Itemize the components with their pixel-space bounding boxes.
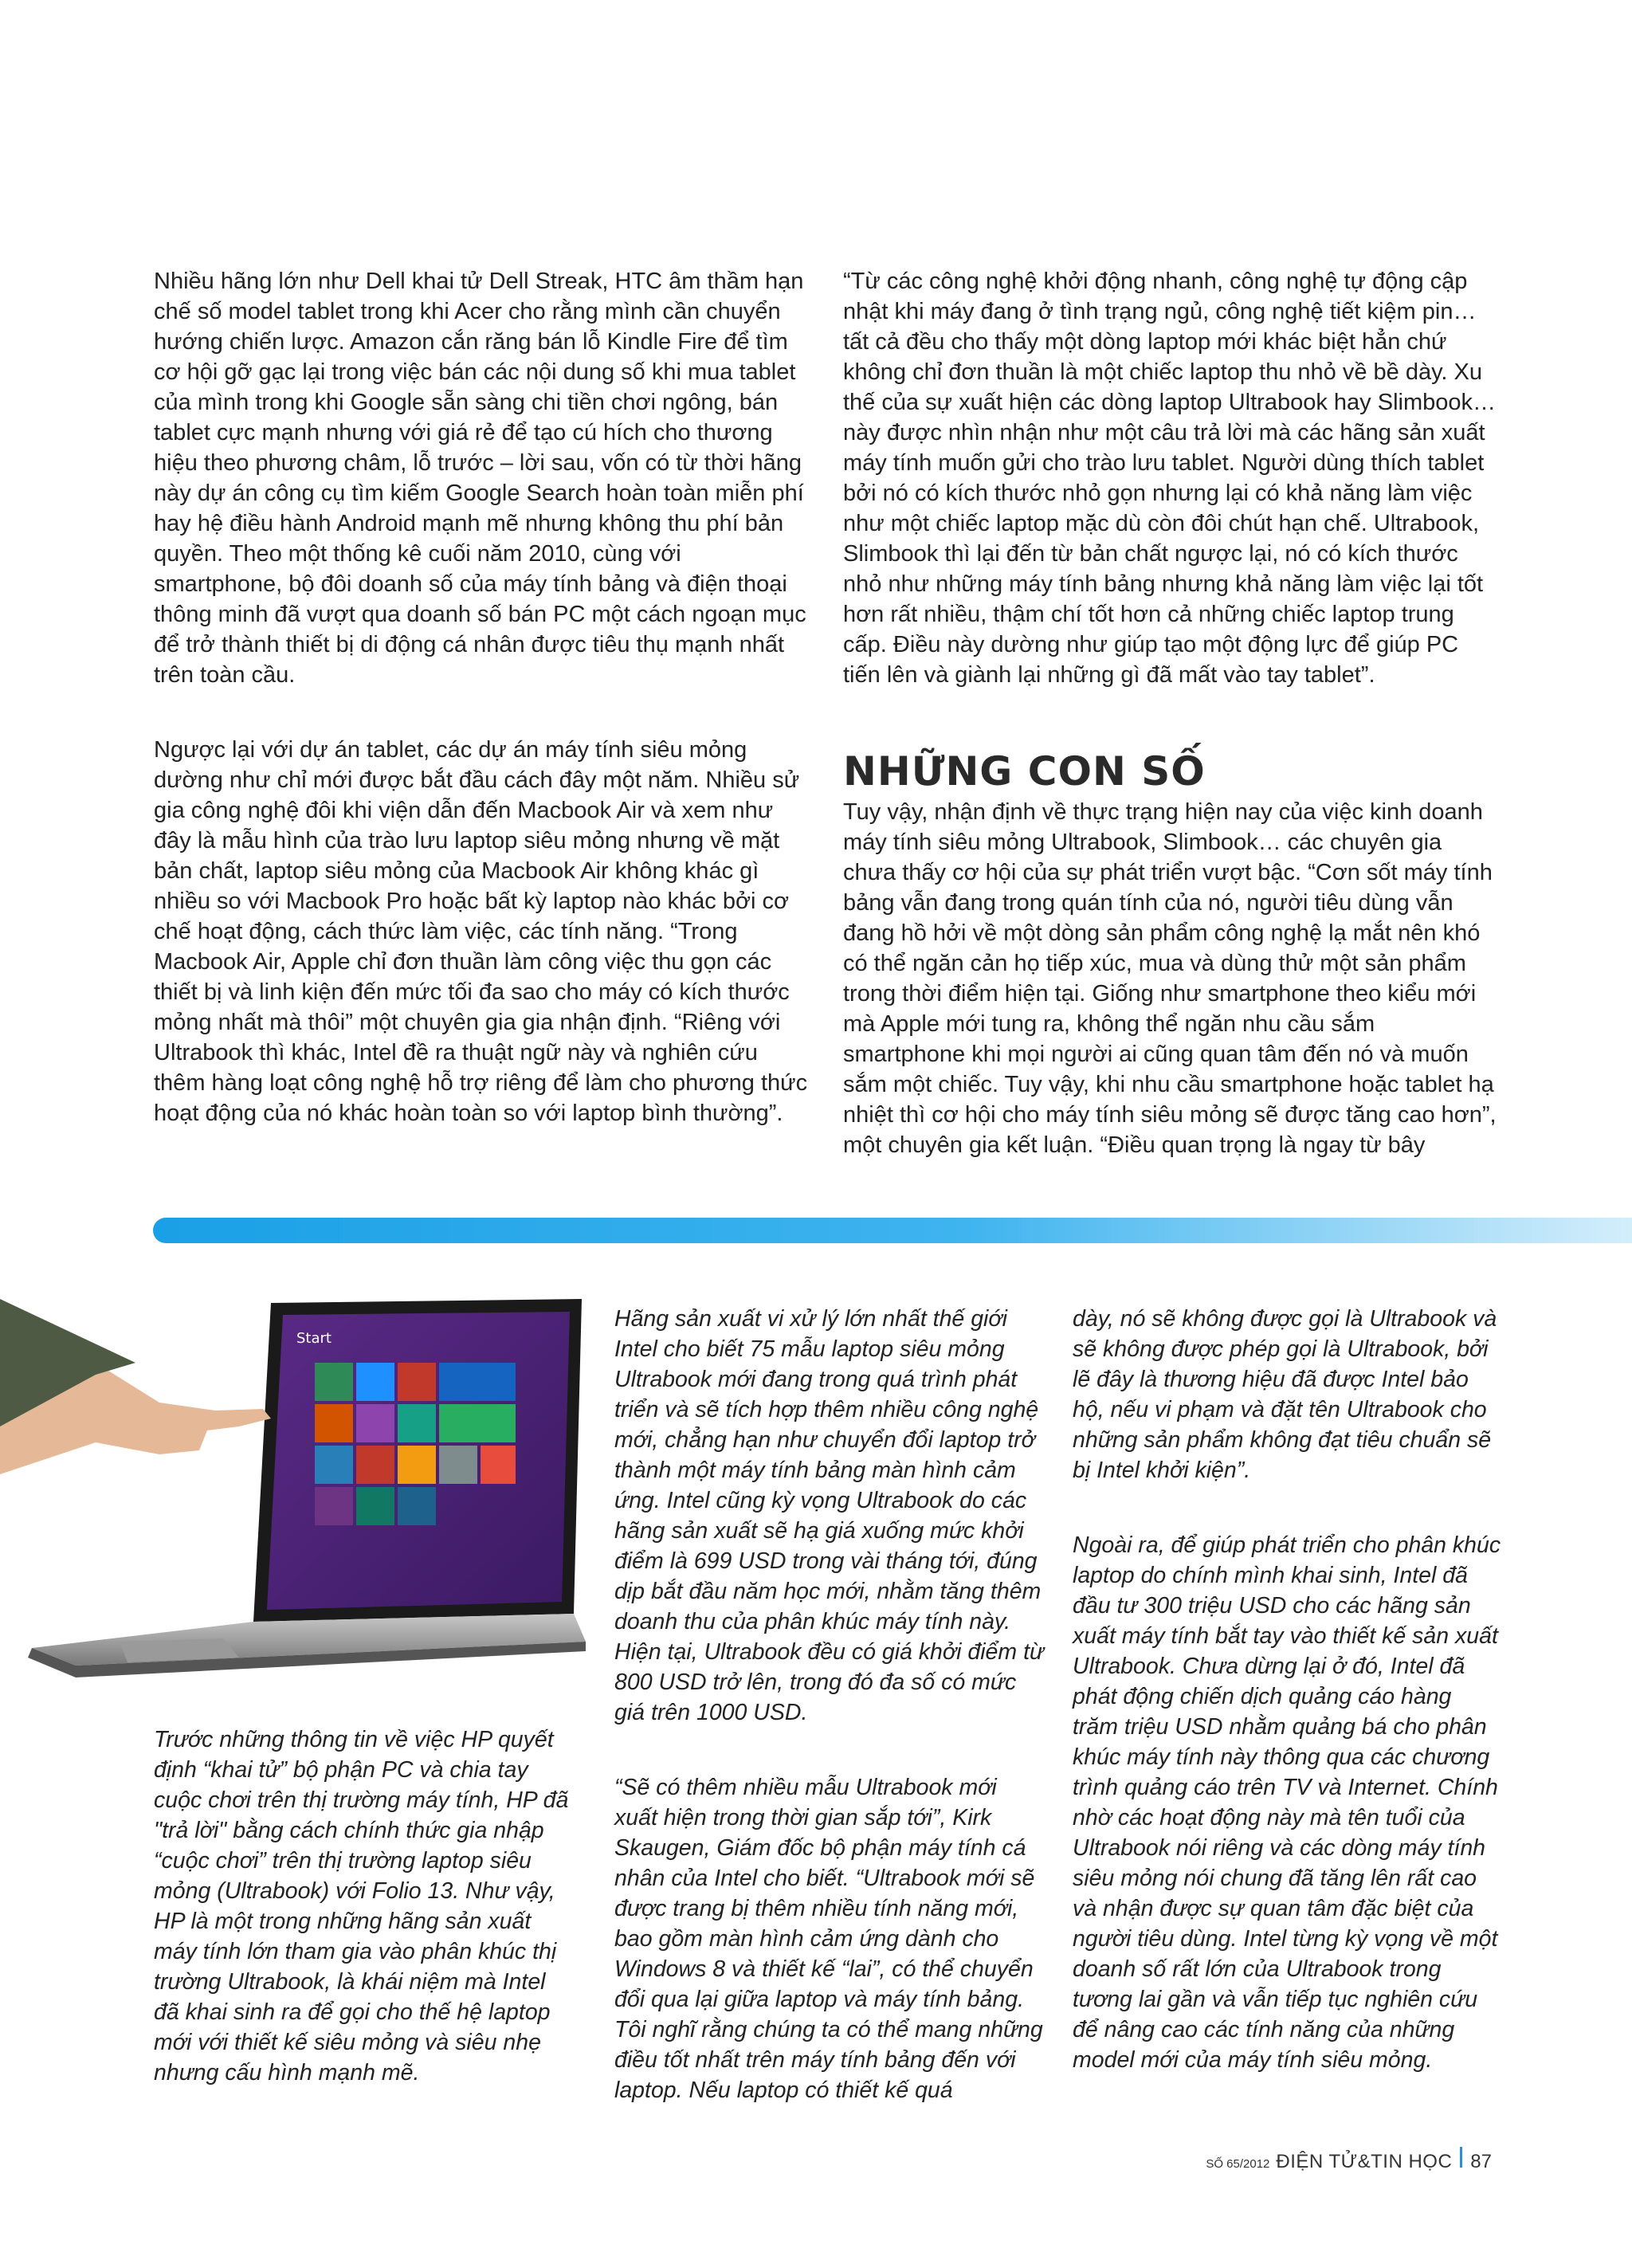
page-footer [1206, 2147, 1492, 2173]
section-heading: NHỮNG CON SỐ [843, 748, 1206, 795]
body-paragraph: Ngược lại với dự án tablet, các dự án máy tính siêu mỏng dường như chỉ mới được bắt đầu cách đây một năm. Nhiều sử gia công nghệ đôi khi viện dẫn đến Macbook Air và xem như đây là mẫu hình của trào lưu laptop siêu mỏng nhưng về mặt bản chất, laptop siêu mỏng của Macbook Air không khác gì nhiều so với Macbook Pro hoặc bất kỳ laptop nào khác bởi cơ chế hoạt động, cách thức làm việc, các tính năng. “Trong Macbook Air, Apple chỉ đơn thuần làm công việc thu gọn các thiết bị và linh kiện đến mức tối đa sao cho máy có kích thước mỏng nhất mà thôi” một chuyên gia gia nhận định. “Riêng với Ultrabook thì khác, Intel đề ra thuật ngữ này và nghiên cứu thêm hàng loạt công nghệ hỗ trợ riêng để làm cho phương thức hoạt động của nó khác hoàn toàn so với laptop bình thường”. [154, 737, 808, 1126]
sidebar-paragraph: “Sẽ có thêm nhiều mẫu Ultrabook mới xuất hiện trong thời gian sắp tới”, Kirk Skaugen, Giám đốc bộ phận máy tính cá nhân của Intel cho biết. “Ultrabook mới sẽ được trang bị thêm nhiều tính năng mới, bao gồm màn hình cảm ứng dành cho Windows 8 và thiết kế “lai”, có thể chuyển đổi qua lại giữa laptop và máy tính bảng. Tôi nghĩ rằng chúng ta có thể mang những điều tốt nhất trên máy tính bảng đến với laptop. Nếu laptop có thiết kế quá [614, 1775, 1043, 2103]
body-paragraph: Nhiều hãng lớn như Dell khai tử Dell Streak, HTC âm thầm hạn chế số model tablet trong khi Acer cho rằng mình cần chuyển hướng chiến lược. Amazon cắn răng bán lỗ Kindle Fire để tìm cơ hội gỡ gạc lại trong việc bán các nội dung số khi mua tablet của mình trong khi Google sẵn sàng chi tiền chơi ngông, bán tablet cực mạnh nhưng với giá rẻ để tạo cú hích cho thương hiệu theo phương châm, lỗ trước – lời sau, vốn có từ thời hãng này dự án công cụ tìm kiếm Google Search hoàn toàn miễn phí hay hệ điều hành Android mạnh mẽ nhưng không thu phí bản quyền. Theo một thống kê cuối năm 2010, cùng với smartphone, bộ đôi doanh số của máy tính bảng và điện thoại thông minh đã vượt qua doanh số bán PC một cách ngoạn mục để trở thành thiết bị di động cá nhân được tiêu thụ mạnh nhất trên toàn cầu. [154, 269, 806, 688]
sidebar-paragraph: Hãng sản xuất vi xử lý lớn nhất thế giới Intel cho biết 75 mẫu laptop siêu mỏng Ultrabook mới đang trong quá trình phát triển và sẽ tích hợp thêm nhiều công nghệ mới, chẳng hạn như chuyển đổi laptop trở thành một máy tính bảng màn hình cảm ứng. Intel cũng kỳ vọng Ultrabook do các hãng sản xuất sẽ hạ giá xuống mức khởi điểm là 699 USD trong vài tháng tới, đúng dịp bắt đầu năm học mới, nhằm tăng thêm doanh thu của phân khúc máy tính này. Hiện tại, Ultrabook đều có giá khởi điểm từ 800 USD trở lên, trong đó đa số có mức giá trên 1000 USD. [614, 1306, 1045, 1725]
section-divider-bar [153, 1218, 1632, 1243]
body-paragraph: Tuy vậy, nhận định về thực trạng hiện nay của việc kinh doanh máy tính siêu mỏng Ultrabook, Slimbook… các chuyên gia chưa thấy cơ hội của sự phát triển vượt bậc. “Cơn sốt máy tính bảng vẫn đang trong quán tính của nó, người tiêu dùng vẫn đang hồ hởi về một dòng sản phẩm công nghệ lạ mắt nên khó có thể ngăn cản họ tiếp xúc, mua và dùng thử một sản phẩm trong thời điểm hiện tại. Giống như smartphone theo kiểu mới mà Apple mới tung ra, không thể ngăn nhu cầu sắm smartphone khi mọi người ai cũng quan tâm đến nó và muốn sắm một chiếc. Tuy vậy, khi nhu cầu smartphone hoặc tablet hạ nhiệt thì cơ hội cho máy tính siêu mỏng sẽ được tăng cao hơn”, một chuyên gia kết luận. “Điều quan trọng là ngay từ bây [843, 799, 1497, 1158]
laptop-image [0, 1267, 586, 1681]
sidebar-paragraph: dày, nó sẽ không được gọi là Ultrabook và sẽ không được phép gọi là Ultrabook, bởi lẽ đây là thương hiệu đã được Intel bảo hộ, nếu vi phạm và đặt tên Ultrabook cho những sản phẩm không đạt tiêu chuẩn sẽ bị Intel khởi kiện”. [1073, 1306, 1497, 1483]
sidebar-column-middle [614, 1304, 1045, 2105]
screen-start-label: Start [296, 1330, 332, 1347]
issue-number: SỐ 65/2012 [1206, 2157, 1270, 2171]
body-paragraph: “Từ các công nghệ khởi động nhanh, công nghệ tự động cập nhật khi máy đang ở tình trạng ngủ, công nghệ tiết kiệm pin… tất cả đều cho thấy một dòng laptop mới khác biệt hẳn chứ không chỉ đơn thuần là một chiếc laptop thu nhỏ về bề dày. Xu thế của sự xuất hiện các dòng laptop Ultrabook hay Slimbook… này được nhìn nhận như một câu trả lời mà các hãng sản xuất máy tính muốn gửi cho trào lưu tablet. Người dùng thích tablet bởi nó có kích thước nhỏ gọn nhưng lại có khả năng làm việc như một chiếc laptop mặc dù còn đôi chút hạn chế. Ultrabook, Slimbook thì lại đến từ bản chất ngược lại, nó có kích thước nhỏ như những máy tính bảng nhưng khả năng làm việc lại tốt hơn rất nhiều, thậm chí tốt hơn cả những chiếc laptop trung cấp. Điều này dường như giúp tạo một động lực để giúp PC tiến lên và giành lại những gì đã mất vào tay tablet”. [843, 269, 1496, 688]
footer-divider [1460, 2147, 1462, 2168]
page-number: 87 [1470, 2151, 1492, 2172]
article-column-right [843, 266, 1498, 690]
sidebar-column-right [1073, 1304, 1503, 2075]
photo-caption: Trước những thông tin về việc HP quyết định “khai tử” bộ phận PC và chia tay cuộc chơi trên thị trường máy tính, HP đã "trả lời" bằng cách chính thức gia nhập “cuộc chơi” trên thị trường laptop siêu mỏng (Ultrabook) với Folio 13. Như vậy, HP là một trong những hãng sản xuất máy tính lớn tham gia vào phân khúc thị trường Ultrabook, là khái niệm mà Intel đã khai sinh ra để gọi cho thế hệ laptop mới với thiết kế siêu mỏng và siêu nhẹ nhưng cấu hình mạnh mẽ. [154, 1727, 569, 2086]
article-column-left [154, 266, 809, 1128]
magazine-name: ĐIỆN TỬ&TIN HỌC [1276, 2151, 1453, 2172]
article-column-right-lower [843, 797, 1498, 1160]
sidebar-column-left [154, 1725, 572, 2088]
sidebar-paragraph: Ngoài ra, để giúp phát triển cho phân khúc laptop do chính mình khai sinh, Intel đã đầu tư 300 triệu USD cho các hãng sản xuất máy tính bắt tay vào thiết kế sản xuất Ultrabook. Chưa dừng lại ở đó, Intel đã phát động chiến dịch quảng cáo hàng trăm triệu USD nhằm quảng bá cho phân khúc máy tính này thông qua các chương trình quảng cáo trên TV và Internet. Chính nhờ các hoạt động này mà tên tuổi của Ultrabook nói riêng và các dòng máy tính siêu mỏng nói chung đã tăng lên rất cao và nhận được sự quan tâm đặc biệt của người tiêu dùng. Intel từng kỳ vọng về một doanh số rất lớn của Ultrabook trong tương lai gần và vẫn tiếp tục nghiên cứu để nâng cao các tính năng của những model mới của máy tính siêu mỏng. [1073, 1532, 1501, 2073]
